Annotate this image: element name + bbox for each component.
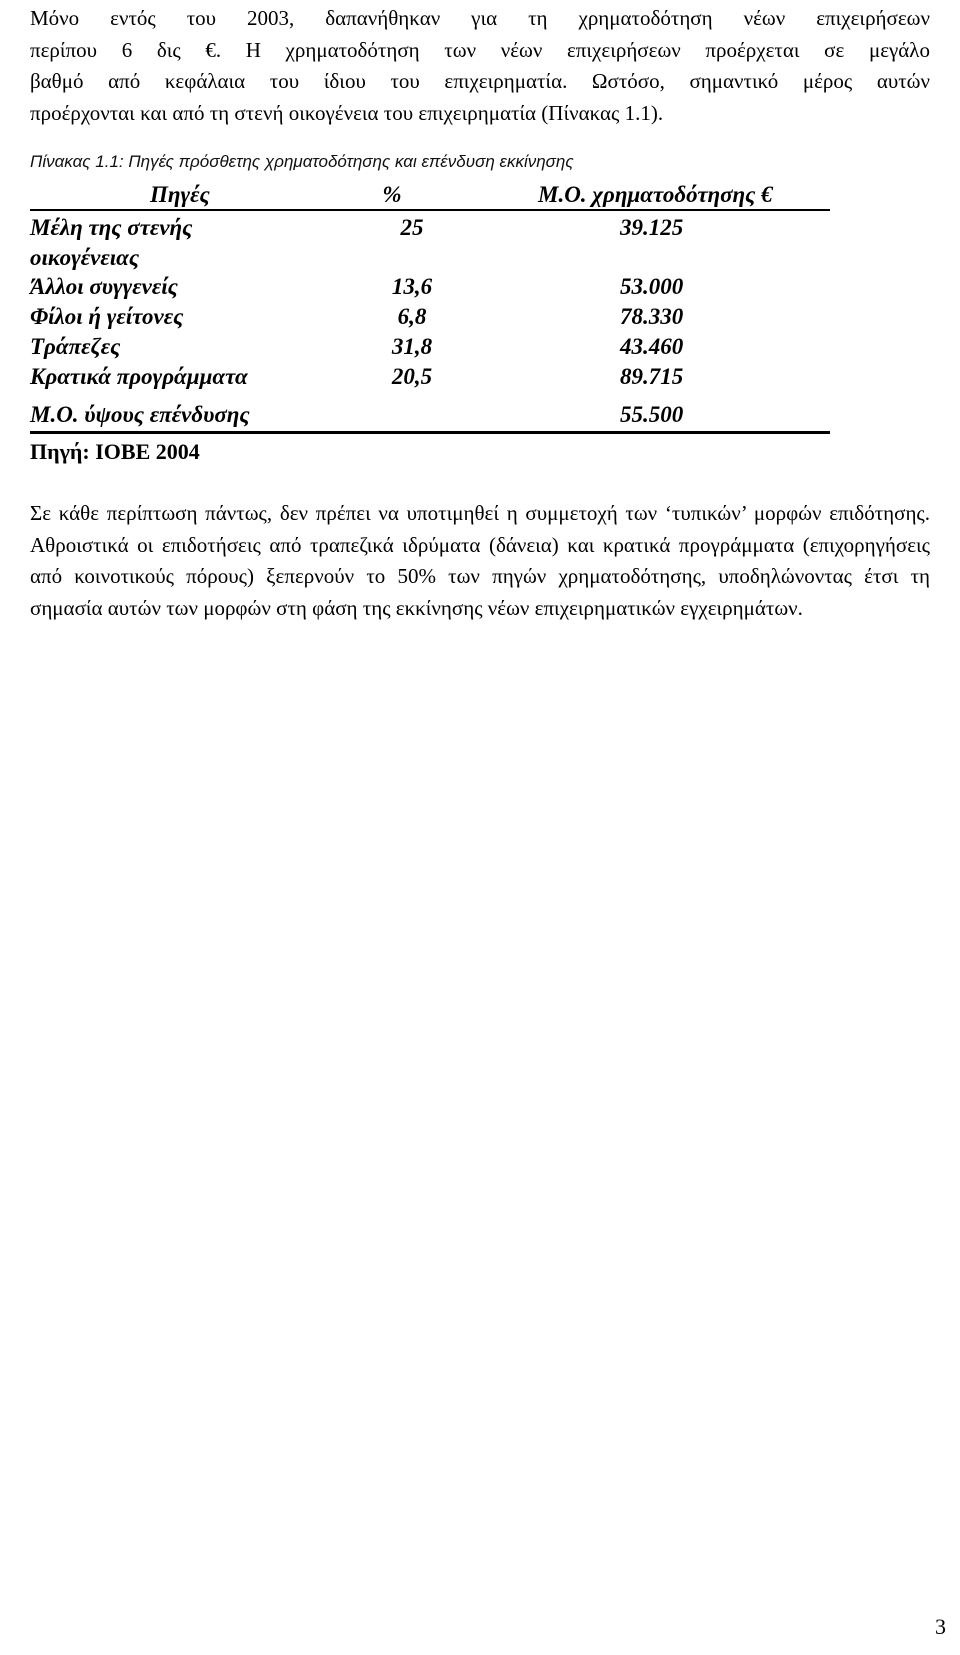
row-source: Άλλοι συγγενείς <box>30 274 178 299</box>
row-source: Φίλοι ή γείτονες <box>30 304 184 329</box>
row-average: 43.460 <box>620 334 684 359</box>
intro-line: προέρχονται και από τη στενή οικογένεια του επιχειρηματία (Πίνακας 1.1). <box>30 100 664 125</box>
row-source: Κρατικά προγράμματα <box>30 364 248 389</box>
intro-line: περίπου 6 δις €. Η χρηματοδότηση των νέων επιχειρήσεων προέρχεται σε μεγάλο <box>30 37 930 62</box>
intro-paragraph <box>30 3 930 129</box>
table-top-rule <box>30 209 830 211</box>
row-source: Τράπεζες <box>30 334 121 359</box>
intro-line: βαθμό από κεφάλαια του ίδιου του επιχειρηματία. Ωστόσο, σημαντικό μέρος αυτών <box>30 69 930 93</box>
row-percent: 13,6 <box>391 274 433 299</box>
row-source-continued: οικογένειας <box>30 245 140 270</box>
header-percent: % <box>382 182 402 207</box>
row-average: 78.330 <box>620 304 684 329</box>
table-caption: Πίνακας 1.1: Πηγές πρόσθετης χρηματοδότησης και επένδυση εκκίνησης <box>30 152 574 171</box>
page-number: 3 <box>935 1614 946 1639</box>
row-percent: 25 <box>400 215 424 240</box>
row-average: 89.715 <box>620 364 684 389</box>
row-source: Μέλη της στενής <box>30 215 193 240</box>
row-percent: 20,5 <box>391 364 433 389</box>
row-percent: 6,8 <box>397 304 427 329</box>
row-average: 39.125 <box>620 215 684 240</box>
row-average: 55.500 <box>620 402 684 427</box>
intro-line: Μόνο εντός του 2003, δαπανήθηκαν για τη χρηματοδότηση νέων επιχειρήσεων <box>30 6 930 30</box>
row-percent: 31,8 <box>391 334 433 359</box>
table-bottom-rule <box>30 431 830 434</box>
closing-paragraph: Σε κάθε περίπτωση πάντως, δεν πρέπει να υποτιμηθεί η συμμετοχή των ‘τυπικών’ μορφών επιδότησης. Αθροιστικά οι επιδοτήσεις από τραπεζικά ιδρύματα (δάνεια) και κρατικά προγράμματα (επιχορηγήσεις από κοινοτικούς πόρους) ξεπερνούν το 50% των πηγών χρηματοδότησης, υποδηλώνοντας έτσι τη σημασία αυτών των μορφών στη φάση της εκκίνησης νέων επιχειρηματικών εγχειρημάτων. <box>30 501 930 620</box>
header-average-funding: Μ.Ο. χρηματοδότησης € <box>538 182 773 207</box>
header-sources: Πηγές <box>150 182 210 207</box>
row-source: Μ.Ο. ύψους επένδυσης <box>30 402 250 427</box>
table-source-note: Πηγή: ΙΟΒΕ 2004 <box>30 439 200 464</box>
row-average: 53.000 <box>620 274 684 299</box>
